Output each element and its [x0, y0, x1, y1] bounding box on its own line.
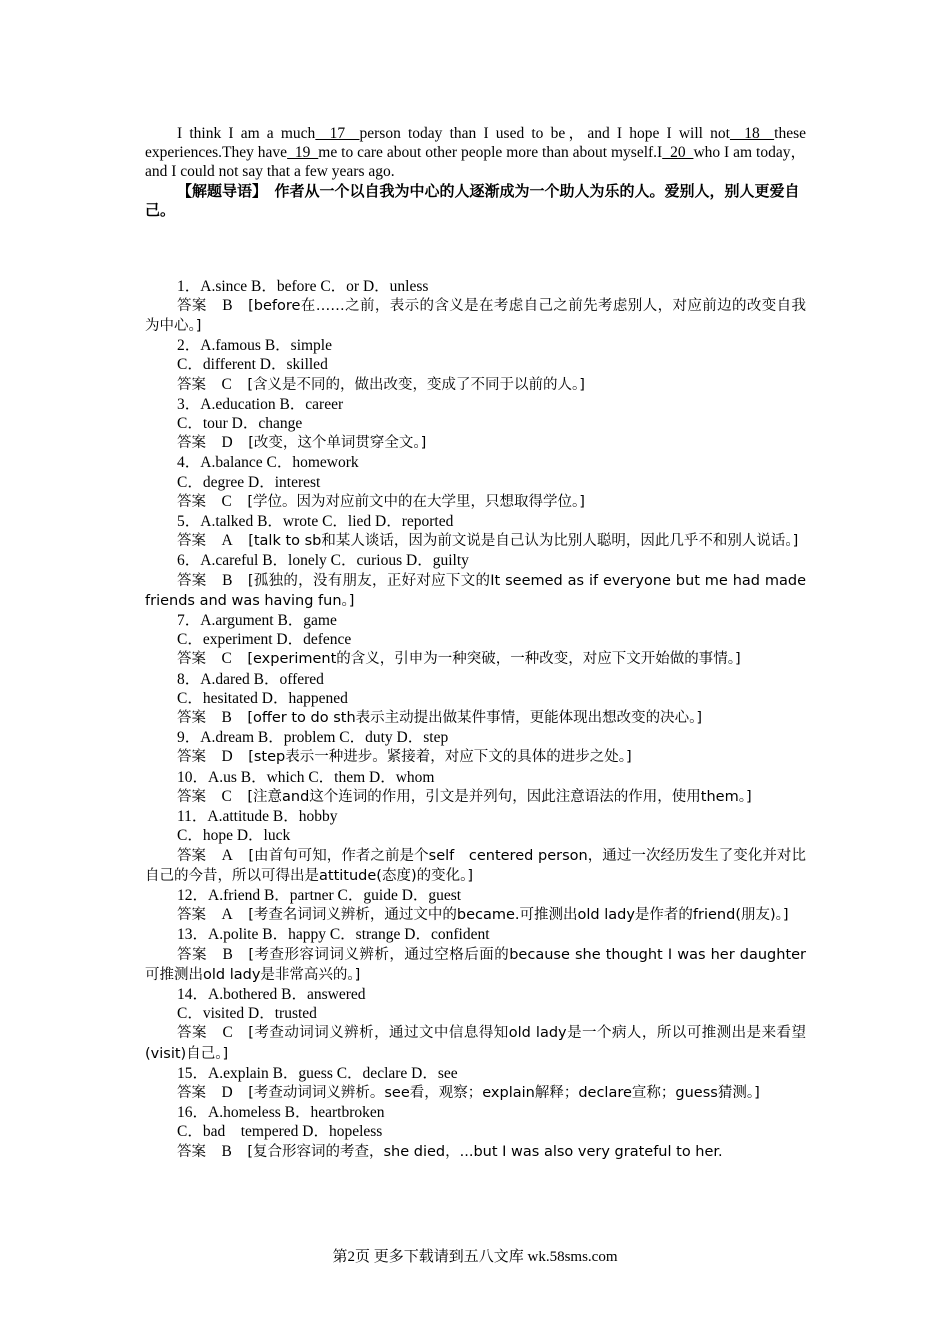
answer-label: 答案 [177, 788, 206, 805]
question-options: 15．A.explain B．guess C．declare D．see [177, 1064, 458, 1082]
answer-key: B [221, 709, 232, 727]
question-options: C．tour D．change [177, 415, 303, 433]
answer-label: 答案 [177, 651, 206, 668]
answer-key: D [221, 748, 233, 766]
answer-label: 答案 [177, 1143, 206, 1160]
answer-label: 答案 [177, 533, 206, 550]
answer-line [145, 375, 806, 395]
answer-explanation: [复合形容词的考查，she died，...but I was also very grateful to her. [247, 1143, 723, 1160]
answer-line [145, 905, 806, 925]
answer-label: 答案 [177, 749, 206, 766]
blank-19: 19 [287, 144, 319, 162]
answer-key: C [222, 1024, 233, 1042]
answer-line [145, 296, 806, 336]
answer-explanation: [talk to sb和某人谈话，因为前文说是自己认为比别人聪明，因此几乎不和别人说话。] [248, 533, 799, 550]
question-options: 16．A.homeless B．heartbroken [177, 1104, 385, 1122]
answer-line [145, 1023, 806, 1063]
answer-key: C [221, 787, 232, 805]
answer-key: C [221, 650, 232, 668]
guide-paragraph [145, 182, 806, 221]
answer-line [145, 531, 806, 551]
blank-20: 20 [662, 144, 694, 162]
question-options: 8．A.dared B．offered [177, 670, 324, 688]
question-options: 11．A.attitude B．hobby [177, 808, 338, 826]
question-options: 3．A.education B．career [177, 395, 344, 413]
answer-line [145, 708, 806, 728]
question-options: 9．A.dream B．problem C．duty D．step [177, 729, 449, 747]
question-options: C．visited D．trusted [177, 1005, 317, 1023]
answer-key: C [221, 375, 232, 393]
answer-key: A [221, 532, 233, 550]
answer-label: 答案 [177, 847, 207, 864]
answer-key: A [221, 906, 233, 924]
answer-explanation: [注意and这个连词的作用，引文是并列句，因此注意语法的作用，使用them。] [247, 788, 752, 805]
answer-key: B [222, 296, 233, 314]
answer-explanation: [由首句可知，作者之前是个self centered person，通过一次经历发生了变化并对比自己的今昔，所以可得出是attitude(态度)的变化。] [145, 847, 806, 884]
question-options: 12．A.friend B．partner C．guide D．guest [177, 886, 462, 904]
blank-17: 17 [315, 125, 360, 142]
guide-label: 【解题导语】 [177, 181, 260, 200]
question-options: 7．A.argument B．game [177, 612, 337, 630]
guide-text: 作者从一个以自我为中心的人逐渐成为一个助人为乐的人。爱别人，别人更爱自己。 [145, 181, 800, 220]
answer-key: B [222, 571, 233, 589]
answer-label: 答案 [177, 1084, 206, 1101]
answer-label: 答案 [177, 572, 207, 589]
answer-label: 答案 [177, 376, 206, 393]
answer-line [145, 1083, 806, 1103]
answer-explanation: [考查名词词义辨析，通过文中的became.可推测出old lady是作者的friend(朋友)。] [248, 907, 789, 924]
answer-line [145, 945, 806, 985]
answer-label: 答案 [177, 710, 206, 727]
question-options: 2．A.famous B．simple [177, 337, 332, 355]
question-options: 4．A.balance C．homework [177, 454, 359, 472]
question-options: C．degree D．interest [177, 473, 321, 491]
answer-line [145, 1142, 806, 1162]
answer-line [145, 649, 806, 669]
question-options: 14．A.bothered B．answered [177, 985, 366, 1003]
question-options: 6．A.careful B．lonely C．curious D．guilty [177, 552, 469, 570]
answer-label: 答案 [177, 1025, 207, 1042]
answer-explanation: [offer to do sth表示主动提出做某件事情，更能体现出想改变的决心。] [247, 710, 703, 727]
question-options: C．hope D．luck [177, 827, 291, 845]
answer-label: 答案 [177, 435, 206, 452]
question-options: C．different D．skilled [177, 356, 328, 374]
answer-key: A [221, 846, 233, 864]
answer-explanation: [孤独的，没有朋友，正好对应下文的It seemed as if everyone but me had made friends and was having fun。] [145, 572, 807, 609]
answer-line [145, 747, 806, 767]
answer-key: D [221, 434, 233, 452]
answer-line [145, 433, 806, 453]
question-options: C．hesitated D．happened [177, 689, 348, 707]
spacer [145, 221, 806, 277]
blank-18: 18 [729, 125, 775, 142]
page-footer: 第2页 更多下载请到五八文库 wk.58sms.com [332, 1249, 618, 1265]
answer-line [145, 787, 806, 807]
answer-explanation: [step表示一种进步。紧接着，对应下文的具体的进步之处。] [248, 749, 632, 766]
question-options: 13．A.polite B．happy C．strange D．confident [177, 926, 490, 944]
question-options: C．bad tempered D．hopeless [177, 1123, 383, 1141]
question-options: C．experiment D．defence [177, 631, 352, 649]
answer-key: D [221, 1083, 233, 1101]
answer-line [145, 571, 806, 611]
answer-key: C [221, 492, 232, 510]
answer-label: 答案 [177, 946, 207, 963]
answer-explanation: [考查动词词义辨析。see看，观察；explain解释；declare宣称；guess猜测。] [248, 1084, 760, 1101]
content-area [145, 124, 806, 1162]
question-options: 5．A.talked B．wrote C．lied D．reported [177, 513, 454, 531]
answer-explanation: [改变，这个单词贯穿全文。] [248, 435, 427, 452]
answer-explanation: [考查形容词词义辨析，通过空格后面的because she thought I was her daughter可推测出old lady是非常高兴的。] [145, 946, 807, 983]
answer-key: B [221, 1142, 232, 1160]
answer-explanation: [experiment的含义，引申为一种突破，一种改变，对应下文开始做的事情。] [247, 651, 741, 668]
question-list [145, 277, 806, 1162]
answer-explanation: [含义是不同的，做出改变，变成了不同于以前的人。] [247, 376, 585, 393]
question-options: 1．A.since B．before C．or D．unless [177, 277, 429, 295]
answer-line [145, 492, 806, 512]
answer-line [145, 846, 806, 886]
question-options: 10．A.us B．which C．them D．whom [177, 768, 435, 786]
answer-label: 答案 [177, 493, 206, 510]
answer-explanation: [学位。因为对应前文中的在大学里，只想取得学位。] [247, 493, 585, 510]
answer-key: B [222, 945, 233, 963]
answer-label: 答案 [177, 907, 206, 924]
answer-explanation: [考查动词词义辨析，通过文中信息得知old lady是一个病人，所以可推测出是来看望(visit)自己。] [145, 1025, 807, 1062]
answer-explanation: [before在……之前，表示的含义是在考虑自己之前先考虑别人，对应前边的改变自我为中心。] [145, 297, 806, 335]
answer-label: 答案 [177, 297, 207, 314]
passage-paragraph: I think I am a much 17 person today than I used to be，and I hope I will not 18 these experiences.They have 19 me to care about other people more than about myself.I 20 who I am today，and I could not say that a few years ago. [145, 125, 807, 181]
